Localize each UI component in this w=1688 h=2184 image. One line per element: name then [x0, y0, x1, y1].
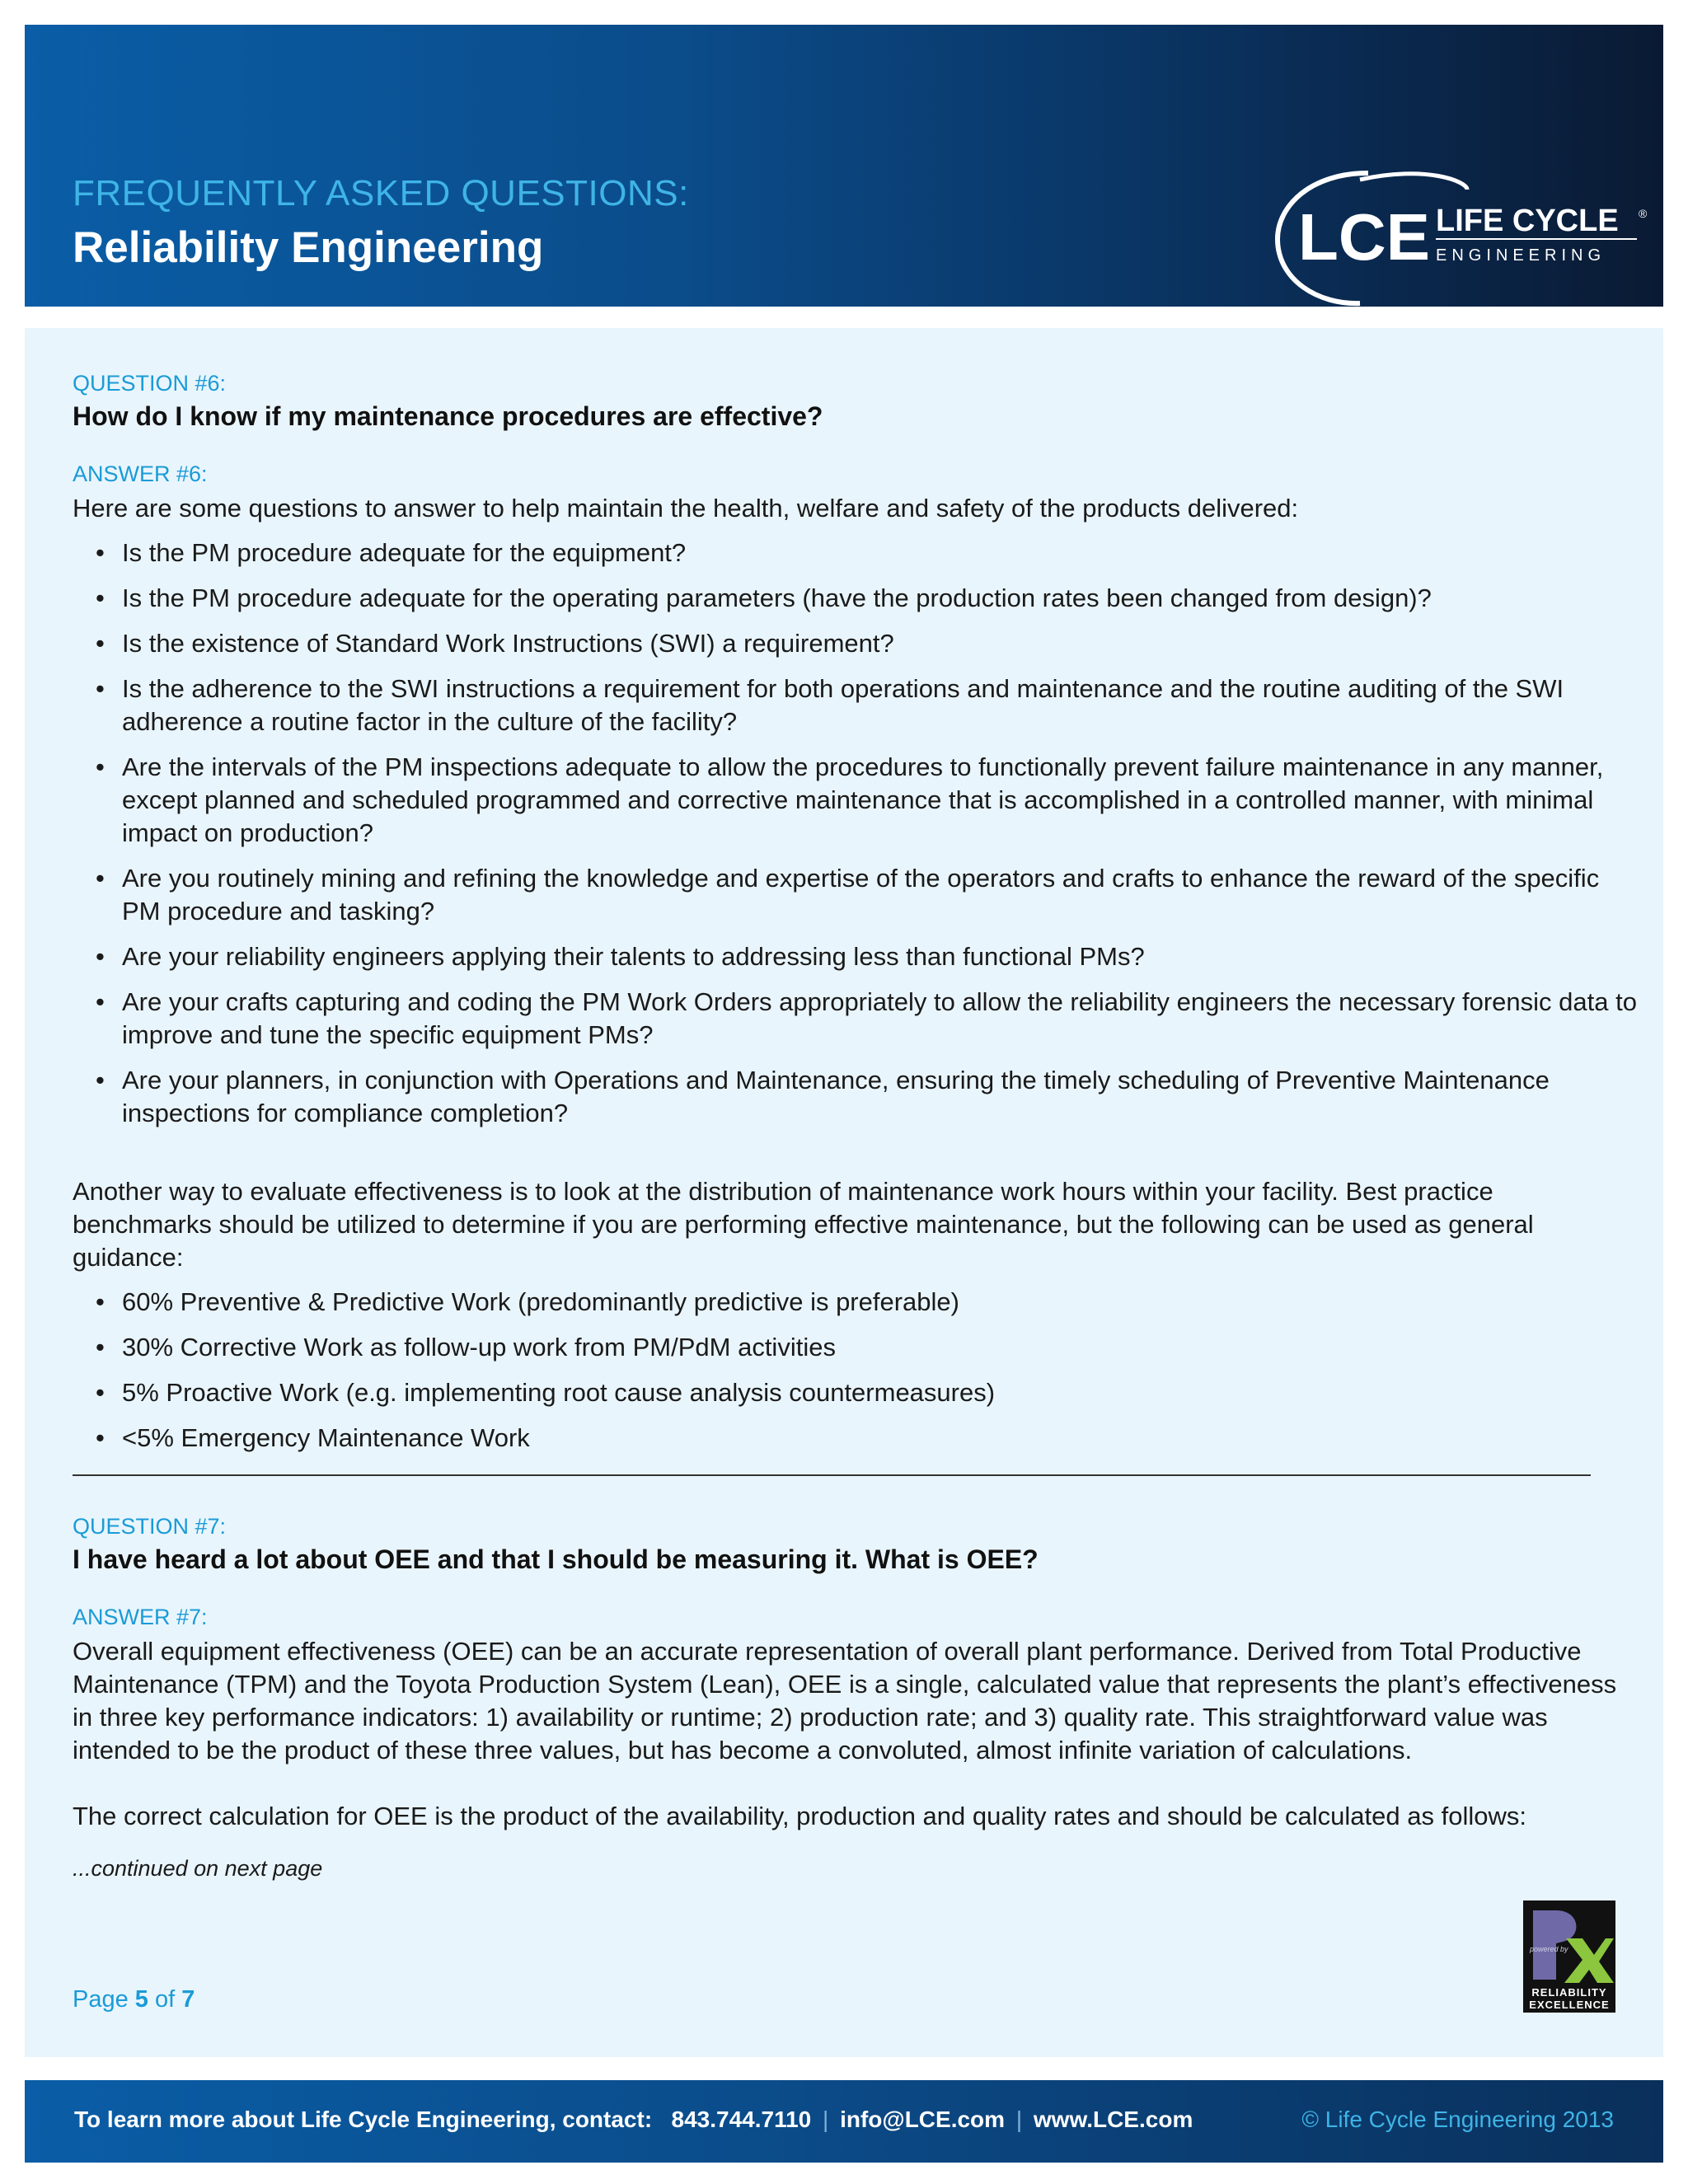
header-kicker: FREQUENTLY ASKED QUESTIONS:: [73, 173, 689, 213]
question-7-text: I have heard a lot about OEE and that I should be measuring it. What is OEE?: [73, 1544, 1039, 1574]
work-distribution-list: [73, 1286, 1639, 1455]
question-6-text: How do I know if my maintenance procedures are effective?: [73, 401, 823, 431]
logo-name: LIFE CYCLE: [1436, 204, 1619, 238]
list-item: • Is the PM procedure adequate for the operating parameters (have the production rates been changed from design)?: [96, 583, 1432, 612]
question-6-label: QUESTION #6:: [73, 371, 227, 396]
list-item: • Are the intervals of the PM inspections adequate to allow the procedures to functionally prevent failure maintenance in any manner, except planned and scheduled programmed and corrective maintenance that is accomplished in a controlled manner, with minimal impact on production?: [96, 752, 1604, 847]
badge-line-1: RELIABILITY: [1531, 1986, 1607, 1999]
footer-website-link[interactable]: www.LCE.com: [1033, 2107, 1193, 2132]
list-item: • Are your reliability engineers applying their talents to addressing less than functional PMs?: [96, 942, 1145, 971]
content-panel: [25, 328, 1663, 2057]
page-number: Page 5 of 7: [73, 1986, 195, 2013]
list-item: • 30% Corrective Work as follow-up work from PM/PdM activities: [96, 1333, 836, 1361]
question-7-label: QUESTION #7:: [73, 1514, 227, 1539]
answer-6-intro: Here are some questions to answer to help maintain the health, welfare and safety of the products delivered:: [73, 494, 1299, 523]
section-divider: [73, 1474, 1591, 1476]
answer-7-label: ANSWER #7:: [73, 1605, 208, 1629]
list-item: • Are your crafts capturing and coding the PM Work Orders appropriately to allow the reliability engineers the necessary forensic data to improve and tune the specific equipment PMs?: [96, 987, 1637, 1049]
list-item: • Is the adherence to the SWI instructions a requirement for both operations and maintenance and the routine auditing of the SWI adherence a routine factor in the culture of the facility?: [96, 674, 1564, 736]
faq-content: [73, 371, 1639, 1882]
list-item: • 60% Preventive & Predictive Work (predominantly predictive is preferable): [96, 1287, 959, 1316]
page-footer: [25, 2080, 1663, 2163]
list-item: • Is the existence of Standard Work Instructions (SWI) a requirement?: [96, 629, 894, 658]
list-item: • Are your planners, in conjunction with Operations and Maintenance, ensuring the timely scheduling of Preventive Maintenance inspections for compliance completion?: [96, 1066, 1550, 1127]
footer-contact: To learn more about Life Cycle Engineering, contact: 843.744.7110 | info@LCE.com | www.LCE.com: [74, 2107, 1193, 2132]
logo-mark: LCE: [1298, 200, 1430, 274]
lce-logo: [1261, 157, 1657, 321]
page-title: Reliability Engineering: [73, 223, 544, 272]
badge-powered: powered by: [1530, 1945, 1568, 1953]
logo-sub: ENGINEERING: [1436, 246, 1606, 265]
answer-7-paragraph-1: Overall equipment effectiveness (OEE) can be an accurate representation of overall plant performance. Derived from Total Productive Maintenance (TPM) and the Toyota Production System (Lean), OEE is a single, calculated value that represents the plant’s effectiveness in three key performance indicators: 1) availability or runtime; 2) production rate; and 3) quality rate. This straightforward value was intended to be the product of these three values, but has become a convoluted, almost infinite variation of calculations.: [73, 1637, 1617, 1765]
footer-phone[interactable]: 843.744.7110: [671, 2107, 812, 2132]
page-total: 7: [181, 1986, 195, 2013]
answer-6-label: ANSWER #6:: [73, 462, 208, 486]
footer-copyright: © Life Cycle Engineering 2013: [1301, 2107, 1614, 2132]
page-current: 5: [134, 1986, 148, 2013]
answer-6-question-list: [73, 537, 1639, 1130]
logo-reg: ®: [1639, 207, 1648, 220]
footer-contact-label: To learn more about Life Cycle Engineering, contact:: [74, 2107, 653, 2132]
answer-7-paragraph-2: The correct calculation for OEE is the product of the availability, production and quality rates and should be calculated as follows:: [73, 1802, 1526, 1830]
continued-note: ...continued on next page: [73, 1856, 323, 1881]
page-header: [25, 25, 1663, 307]
answer-6-paragraph-2: Another way to evaluate effectiveness is to look at the distribution of maintenance work hours within your facility. Best practice benchmarks should be utilized to determine if you are performing effective maintenance, but the following can be used as general guidance:: [73, 1177, 1534, 1272]
footer-email-link[interactable]: info@LCE.com: [840, 2107, 1006, 2132]
list-item: • Is the PM procedure adequate for the equipment?: [96, 538, 687, 567]
badge-line-2: EXCELLENCE: [1529, 1999, 1610, 2011]
reliability-excellence-badge: [1523, 1900, 1615, 2013]
list-item: • 5% Proactive Work (e.g. implementing root cause analysis countermeasures): [96, 1378, 996, 1407]
list-item: • Are you routinely mining and refining the knowledge and expertise of the operators and crafts to enhance the reward of the specific PM procedure and tasking?: [96, 864, 1600, 926]
list-item: • <5% Emergency Maintenance Work: [96, 1423, 530, 1452]
